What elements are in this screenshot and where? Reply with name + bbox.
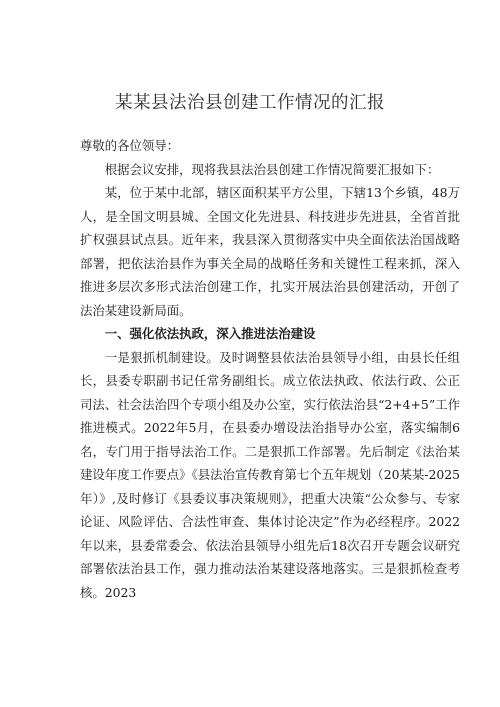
salutation: 尊敬的各位领导： [80, 138, 180, 153]
document-body [80, 134, 460, 604]
section-paragraph: 一是狠抓机制建设。及时调整县依法治县领导小组，由县长任组长，县委专职副书记任常务副组长。成立依法执政、依法行政、公正司法、社会法治四个专项小组及办公室，实行依法治县“2+4+5”工作推进模式。2022年5月，在县委办增设法治指导办公室，落实编制6名，专门用于指导法治工作。二是狠抓工作部署。先后制定《法治某建设年度工作要点》《县法治宣传教育第七个五年规划（20某某-2025年）》,及时修订《县委议事决策规则》，把重大决策“公众参与、专家论证、风险评估、合法性审查、集体讨论决定”作为必经程序。2022年以来，县委常委会、依法治县领导小组先后18次召开专题会议研究部署依法治县工作，强力推动法治某建设落地落实。三是狠抓检查考核。2023 [80, 349, 460, 600]
document-title: 某某县法治县创建工作情况的汇报 [115, 93, 385, 113]
intro-paragraph: 根据会议安排，现将我县法治县创建工作情况简要汇报如下： [104, 161, 440, 177]
overview-paragraph: 某，位于某中北部，辖区面积某平方公里，下辖13个乡镇，48万人，是全国文明县城、全国文化先进县、科技进步先进县，全省首批扩权强县试点县。近年来，我县深入贯彻落实中央全面依法治国战略部署，把依法治县作为事关全局的战略任务和关键性工程来抓，深入推进多层次多形式法治创建工作，扎实开展法治县创建活动，开创了法治某建设新局面。 [80, 185, 460, 318]
section-heading: 一、强化依法执政，深入推进法治建设 [104, 326, 316, 341]
